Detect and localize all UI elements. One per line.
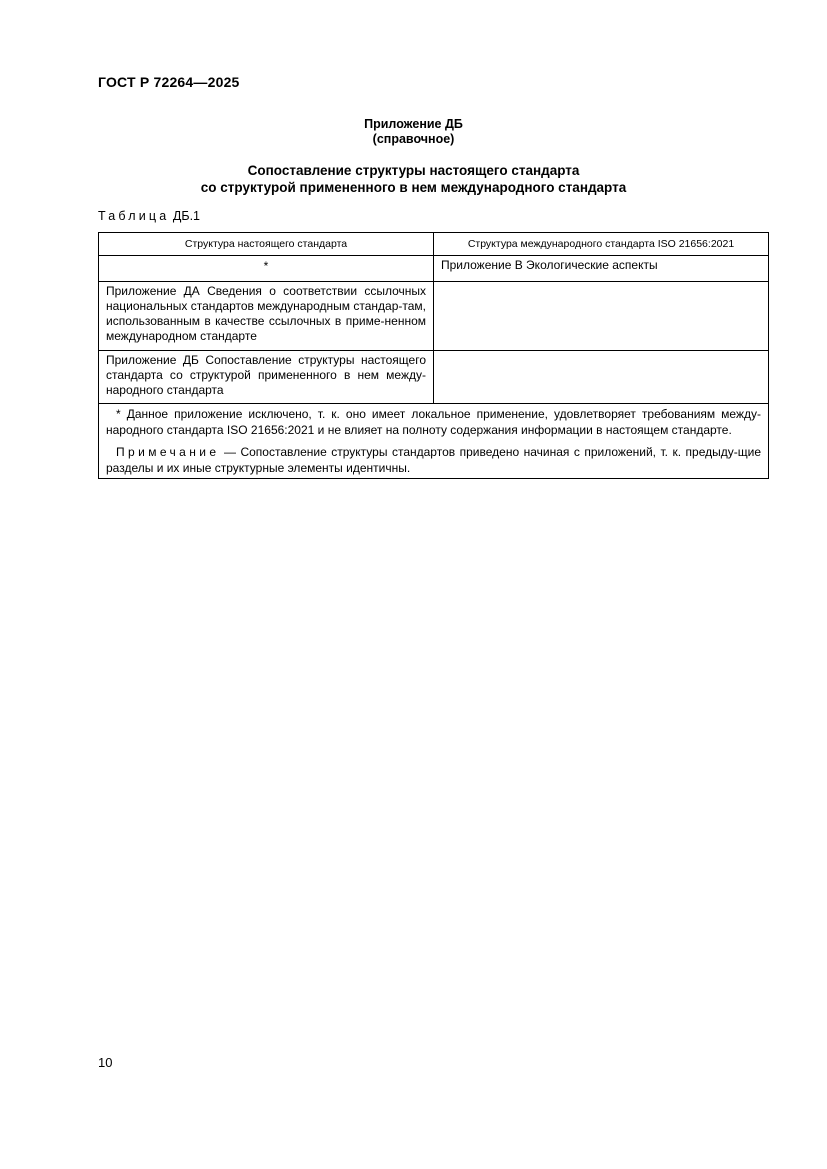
annex-heading [0,117,827,147]
document-title [0,162,827,196]
table-label-number: ДБ.1 [172,209,200,223]
column-header-national: Структура настоящего стандарта [99,233,434,256]
column-header-international: Структура международного стандарта ISO 21656:2021 [434,233,769,256]
table-label-word: Таблица [98,209,170,223]
table-label [98,209,200,223]
standard-id: ГОСТ Р 72264—2025 [98,74,240,90]
comparison-table [98,232,769,479]
table-cell-right [434,351,769,404]
table-cell-left: Приложение ДБ Сопоставление структуры настоящего стандарта со структурой примененного в нем между-народного стандарта [99,351,434,404]
note-text: — Сопоставление структуры стандартов приведено начиная с приложений, т. к. предыду-щие разделы и их иные структурные элементы идентичны. [106,445,761,475]
table-note [106,444,761,476]
table-cell-left: Приложение ДА Сведения о соответствии ссылочных национальных стандартов международным стандар-там, использованным в качестве ссылочных в приме-ненном международном стандарте [99,282,434,351]
note-label: Примечание [116,445,220,459]
table-row [99,282,769,351]
annex-subtitle: (справочное) [372,132,455,146]
table-footnote: * Данное приложение исключено, т. к. оно имеет локальное применение, удовлетворяет требованиям между-народного стандарта ISO 21656:2021 и не влияет на полноту содержания информации в настоящем стандарте. [106,407,761,437]
table-row [99,256,769,282]
document-title-line1: Сопоставление структуры настоящего стандарта [247,163,580,178]
table-footnote-cell [99,404,769,479]
table-cell-right: Приложение В Экологические аспекты [434,256,769,282]
document-title-line2: со структурой примененного в нем международного стандарта [200,180,627,195]
table-cell-right [434,282,769,351]
page-number: 10 [98,1055,113,1070]
table-row [99,351,769,404]
table-footnote-row [99,404,769,479]
table-header-row [99,233,769,256]
table-cell-left: * [99,256,434,282]
annex-title: Приложение ДБ [364,117,463,131]
